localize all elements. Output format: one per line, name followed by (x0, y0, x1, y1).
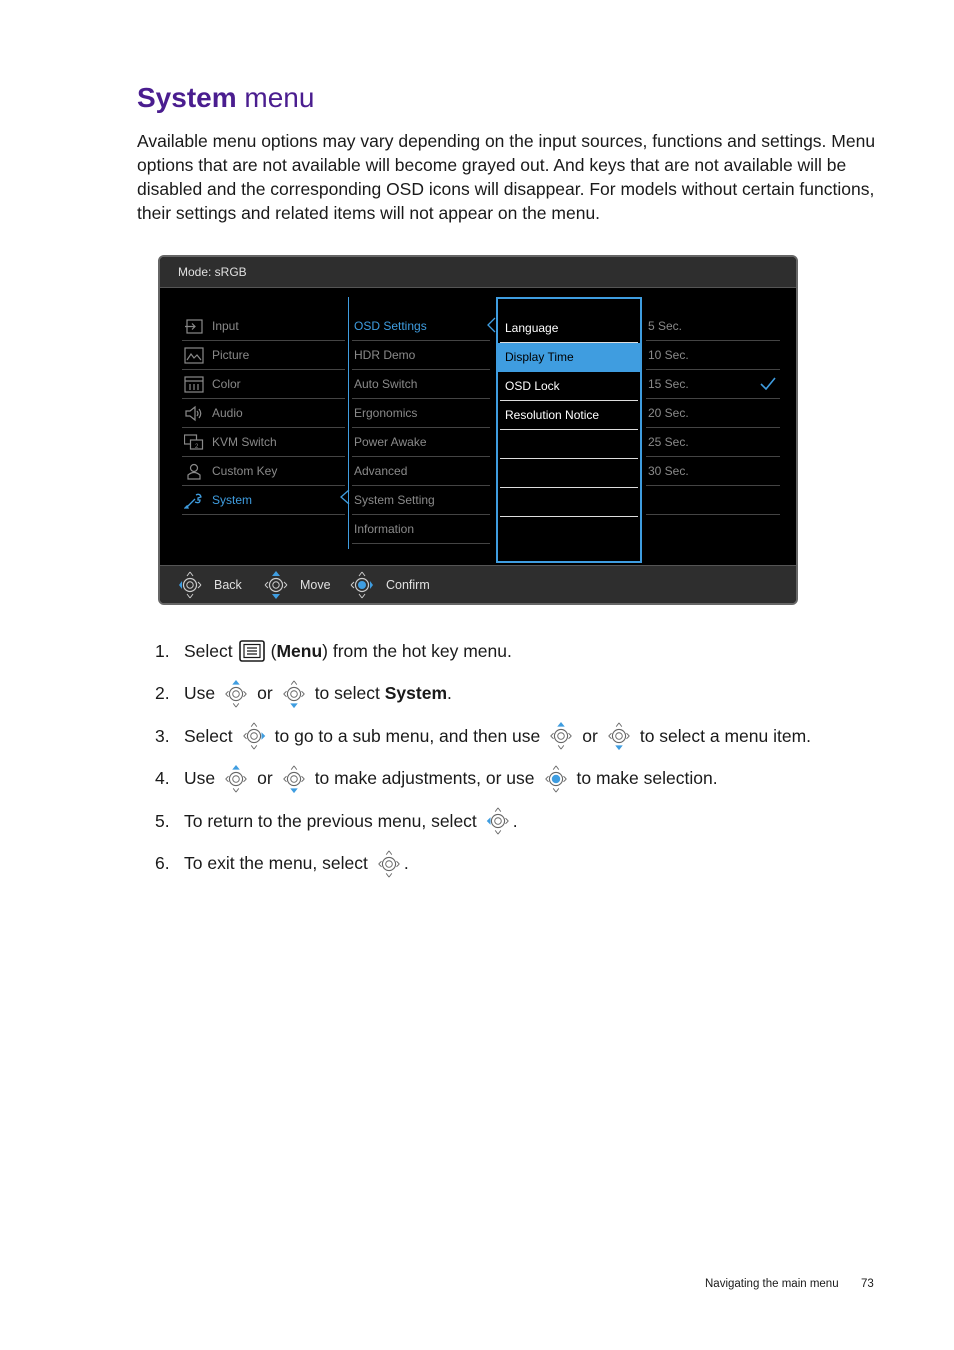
osd-settings-panel (496, 297, 642, 563)
osd-footer (160, 565, 796, 603)
joystick-left-icon (483, 806, 513, 836)
instruction-steps (155, 630, 811, 885)
osd-main-item-system[interactable]: System (182, 486, 345, 515)
osd-display-time-options (646, 312, 780, 515)
osd-move-button[interactable]: Move (260, 571, 331, 599)
joystick-press-icon (346, 571, 378, 599)
page-number: 73 (861, 1278, 874, 1290)
osd-main-item-audio[interactable]: Audio (182, 399, 345, 428)
osd-main-item-picture[interactable]: Picture (182, 341, 345, 370)
intro-paragraph: Available menu options may vary depending on the input sources, functions and settings. Menu options that are not available will become grayed out. And keys that are not available will be disabled and the corresponding OSD icons will disappear. For models without certain functions, their settings and related items will not appear on the menu. (137, 131, 876, 223)
step-1: 1. Select ( Menu ) from the hot key menu. (155, 640, 512, 661)
joystick-left-icon (174, 571, 206, 599)
osd-mode-label: Mode: sRGB (160, 257, 796, 288)
osd-setting-resolution-notice[interactable]: Resolution Notice (500, 401, 638, 430)
osd-back-button[interactable]: Back (174, 571, 242, 599)
svg-text:2: 2 (195, 444, 199, 450)
joystick-right-icon (239, 721, 269, 751)
joystick-press-icon (541, 764, 571, 794)
osd-sub-item-system-setting[interactable]: System Setting (352, 486, 490, 515)
option-30-sec[interactable]: 30 Sec. (646, 457, 780, 486)
joystick-icon (374, 849, 404, 879)
joystick-down-icon (604, 721, 634, 751)
checkmark-icon (760, 377, 776, 390)
step-6: 6. To exit the menu, select . (155, 843, 811, 886)
title-bold: System (137, 82, 237, 113)
osd-main-item-kvm-switch[interactable]: 2 KVM Switch (182, 428, 345, 457)
system-wrench-icon (184, 492, 204, 509)
step-4: 4. Use or to make adjustments, or use to make selection. (155, 758, 811, 801)
option-10-sec[interactable]: 10 Sec. (646, 341, 780, 370)
joystick-up-down-icon (260, 571, 292, 599)
osd-sub-item-osd-settings[interactable]: OSD Settings (352, 312, 490, 341)
option-25-sec[interactable]: 25 Sec. (646, 428, 780, 457)
color-icon (184, 376, 204, 393)
osd-main-item-input[interactable]: Input (182, 312, 345, 341)
kvm-switch-icon (184, 434, 204, 451)
joystick-up-icon (221, 679, 251, 709)
option-15-sec[interactable]: 15 Sec. (646, 370, 780, 399)
page-title (137, 82, 314, 114)
chevron-left-icon (486, 317, 496, 333)
step-2: 2. Use or to select System . (155, 673, 811, 716)
osd-main-item-color[interactable]: Color (182, 370, 345, 399)
osd-sub-item-hdr-demo[interactable]: HDR Demo (352, 341, 490, 370)
osd-setting-empty (500, 459, 638, 488)
chevron-left-icon (340, 489, 350, 505)
option-5-sec[interactable]: 5 Sec. (646, 312, 780, 341)
osd-submenu-divider (348, 297, 349, 549)
osd-main-item-custom-key[interactable]: Custom Key (182, 457, 345, 486)
osd-sub-item-information[interactable]: Information (352, 515, 490, 544)
osd-setting-empty (500, 488, 638, 517)
osd-sub-item-advanced[interactable]: Advanced (352, 457, 490, 486)
osd-setting-display-time[interactable]: Display Time (498, 343, 640, 372)
osd-sub-item-auto-switch[interactable]: Auto Switch (352, 370, 490, 399)
osd-confirm-button[interactable]: Confirm (346, 571, 430, 599)
osd-setting-language[interactable]: Language (500, 314, 638, 343)
title-rest: menu (236, 82, 315, 113)
custom-key-icon (184, 463, 204, 480)
joystick-up-icon (546, 721, 576, 751)
osd-setting-empty (500, 430, 638, 459)
step-5: 5. To return to the previous menu, select . (155, 800, 811, 843)
input-icon (184, 318, 204, 335)
option-20-sec[interactable]: 20 Sec. (646, 399, 780, 428)
step-3: 3. Select to go to a sub menu, and then use or to select a menu item. (155, 715, 811, 758)
osd-sub-item-ergonomics[interactable]: Ergonomics (352, 399, 490, 428)
joystick-down-icon (279, 764, 309, 794)
osd-sub-item-power-awake[interactable]: Power Awake (352, 428, 490, 457)
osd-panel (158, 255, 798, 605)
joystick-down-icon (279, 679, 309, 709)
joystick-up-icon (221, 764, 251, 794)
osd-main-menu (182, 312, 345, 515)
audio-icon (184, 405, 204, 422)
option-empty (646, 486, 780, 515)
picture-icon (184, 347, 204, 364)
osd-sub-menu (352, 312, 490, 544)
osd-setting-osd-lock[interactable]: OSD Lock (500, 372, 638, 401)
menu-key-icon (239, 640, 265, 662)
page-footer-section: Navigating the main menu (705, 1278, 839, 1290)
